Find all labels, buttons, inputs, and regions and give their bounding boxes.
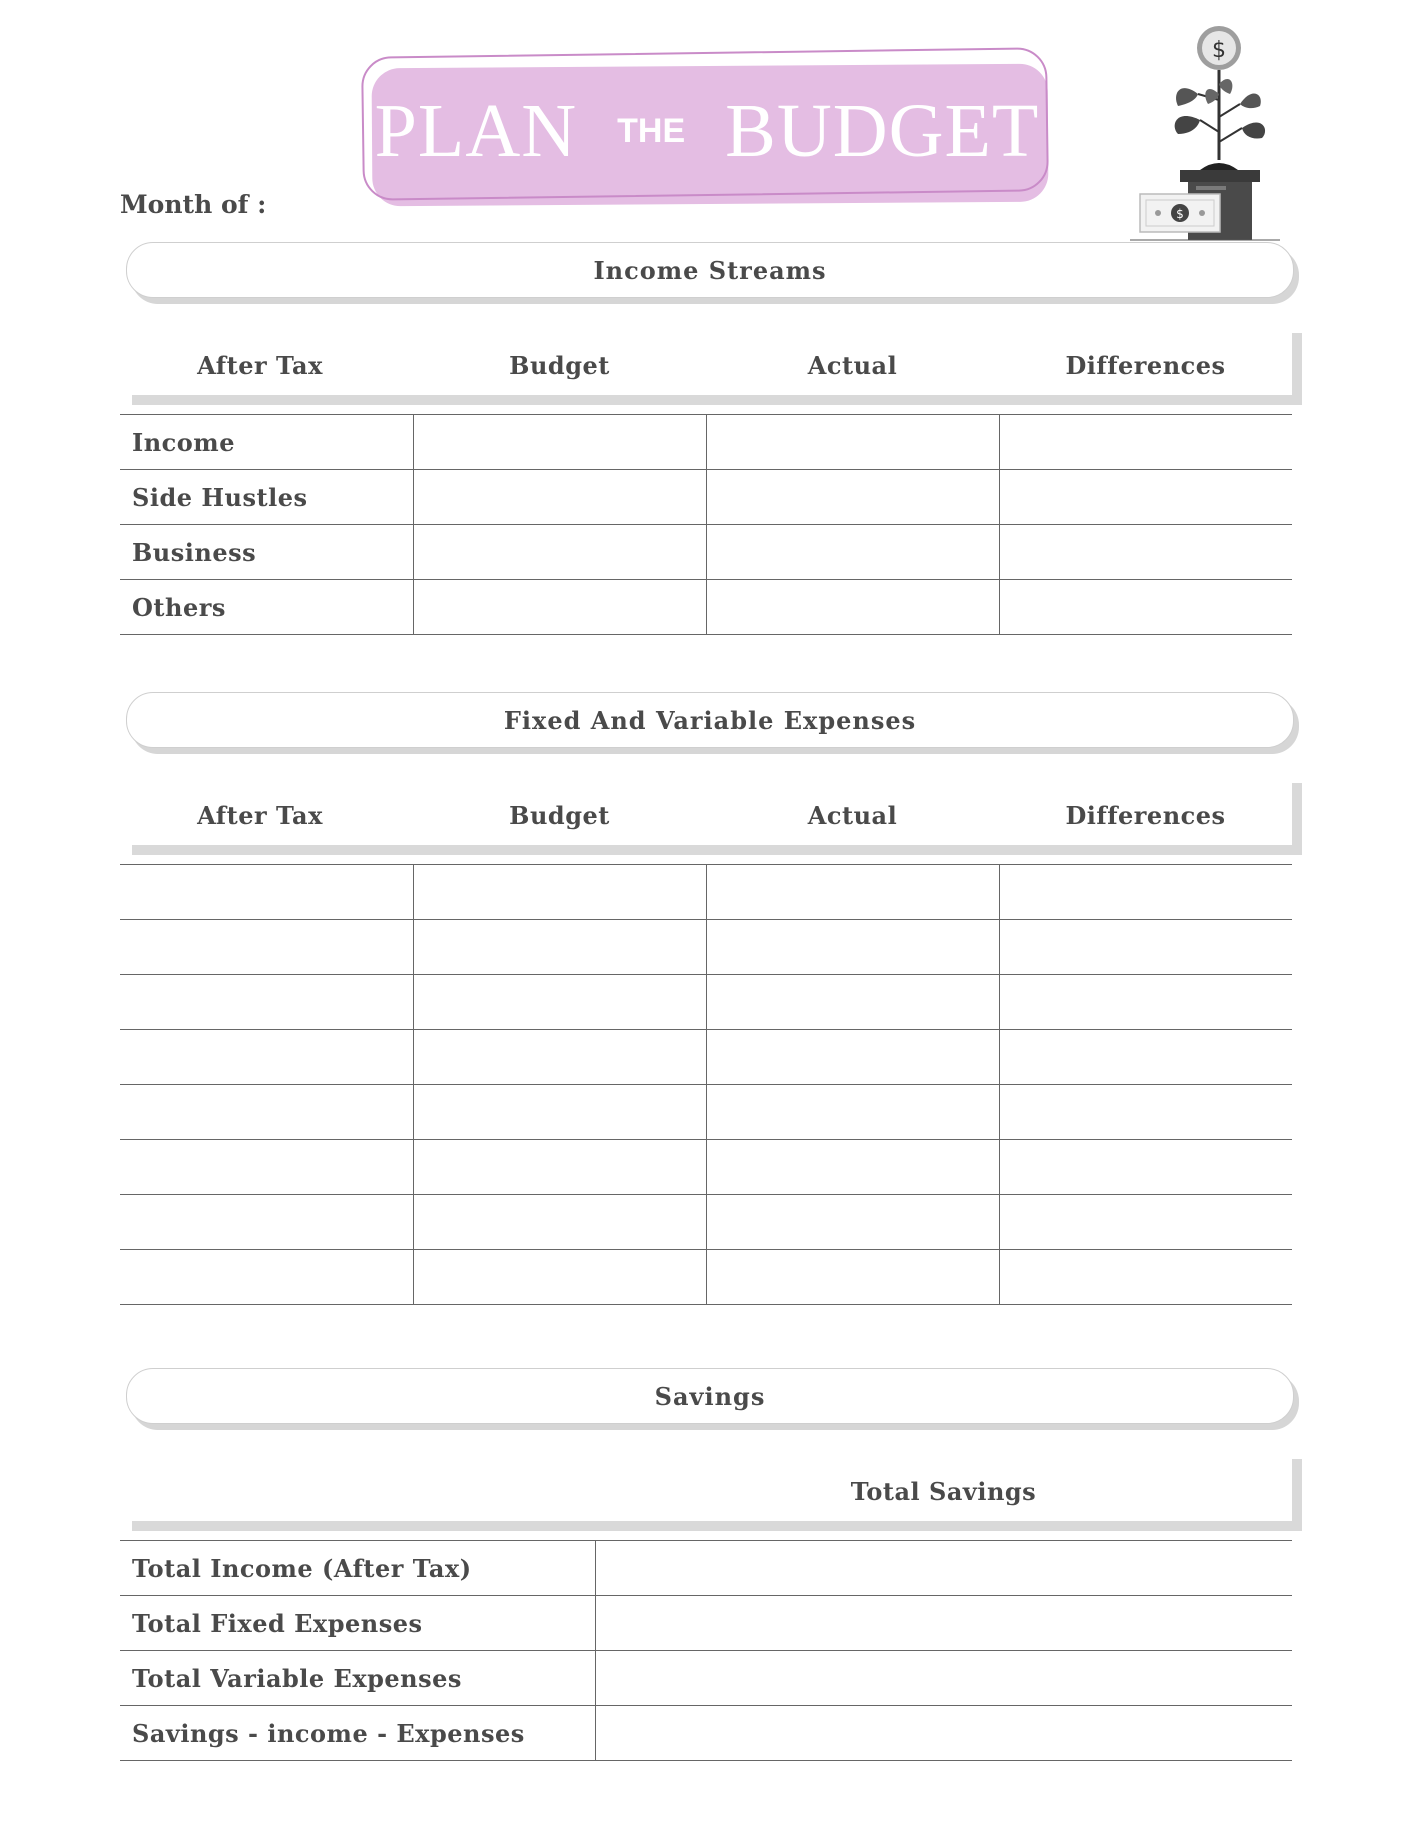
column-differences: Differences [1065, 350, 1226, 380]
column-after-tax: After Tax [197, 800, 323, 830]
row-label-business: Business [120, 525, 413, 580]
row-label-others: Others [120, 580, 413, 635]
differences-cell[interactable] [999, 415, 1292, 470]
column-budget: Budget [509, 800, 610, 830]
actual-cell[interactable] [706, 1250, 999, 1305]
actual-cell[interactable] [706, 1140, 999, 1195]
budget-cell[interactable] [413, 470, 706, 525]
total-savings-cell[interactable] [595, 1706, 1292, 1761]
differences-cell[interactable] [999, 975, 1292, 1030]
column-after-tax: After Tax [197, 350, 323, 380]
table-row [120, 1085, 1292, 1140]
actual-cell[interactable] [706, 415, 999, 470]
title-word-the: THE [617, 111, 686, 150]
actual-cell[interactable] [706, 580, 999, 635]
table-row [120, 1030, 1292, 1085]
after-tax-cell[interactable] [120, 975, 413, 1030]
budget-cell[interactable] [413, 1195, 706, 1250]
table-row [120, 1596, 1292, 1651]
differences-cell[interactable] [999, 1195, 1292, 1250]
dollar-bill-icon [1140, 194, 1220, 232]
budget-cell[interactable] [413, 525, 706, 580]
title-word-plan: PLAN [374, 88, 578, 173]
row-label-savings-formula: Savings - income - Expenses [120, 1706, 595, 1761]
income-column-header [120, 333, 1292, 397]
column-actual: Actual [807, 800, 898, 830]
savings-table [120, 1540, 1292, 1761]
after-tax-cell[interactable] [120, 920, 413, 975]
after-tax-cell[interactable] [120, 1140, 413, 1195]
budget-cell[interactable] [413, 920, 706, 975]
differences-cell[interactable] [999, 1030, 1292, 1085]
dollar-coin-icon [1197, 26, 1241, 70]
column-actual: Actual [807, 350, 898, 380]
actual-cell[interactable] [706, 865, 999, 920]
column-header-shadow [1292, 333, 1302, 405]
after-tax-cell[interactable] [120, 1030, 413, 1085]
column-differences: Differences [1065, 800, 1226, 830]
after-tax-cell[interactable] [120, 865, 413, 920]
row-label-total-variable-expenses: Total Variable Expenses [120, 1651, 595, 1706]
budget-cell[interactable] [413, 1140, 706, 1195]
column-budget: Budget [509, 350, 610, 380]
column-header-shadow [1292, 783, 1302, 855]
differences-cell[interactable] [999, 580, 1292, 635]
differences-cell[interactable] [999, 1085, 1292, 1140]
differences-cell[interactable] [999, 470, 1292, 525]
table-row [120, 865, 1292, 920]
svg-text:$: $ [1176, 207, 1184, 221]
table-row [120, 1706, 1292, 1761]
expenses-column-header [120, 783, 1292, 847]
differences-cell[interactable] [999, 1250, 1292, 1305]
budget-cell[interactable] [413, 580, 706, 635]
expenses-header: Fixed And Variable Expenses [126, 692, 1294, 748]
budget-cell[interactable] [413, 865, 706, 920]
total-savings-cell[interactable] [595, 1596, 1292, 1651]
table-row [120, 1140, 1292, 1195]
actual-cell[interactable] [706, 920, 999, 975]
column-total-savings: Total Savings [850, 1476, 1037, 1506]
budget-cell[interactable] [413, 1085, 706, 1140]
total-savings-cell[interactable] [595, 1541, 1292, 1596]
actual-cell[interactable] [706, 975, 999, 1030]
table-row [120, 415, 1292, 470]
table-row [120, 525, 1292, 580]
savings-header: Savings [126, 1368, 1294, 1424]
actual-cell[interactable] [706, 1085, 999, 1140]
after-tax-cell[interactable] [120, 1250, 413, 1305]
differences-cell[interactable] [999, 865, 1292, 920]
page-title [362, 66, 1052, 196]
table-row [120, 470, 1292, 525]
month-of-label: Month of : [120, 190, 267, 219]
row-label-total-fixed-expenses: Total Fixed Expenses [120, 1596, 595, 1651]
table-row [120, 1651, 1292, 1706]
table-row [120, 975, 1292, 1030]
differences-cell[interactable] [999, 1140, 1292, 1195]
table-row [120, 580, 1292, 635]
title-word-budget: BUDGET [725, 88, 1040, 173]
after-tax-cell[interactable] [120, 1195, 413, 1250]
budget-cell[interactable] [413, 415, 706, 470]
actual-cell[interactable] [706, 525, 999, 580]
table-row [120, 1250, 1292, 1305]
table-row [120, 1195, 1292, 1250]
expenses-table [120, 864, 1292, 1305]
income-streams-header: Income Streams [126, 242, 1294, 298]
budget-cell[interactable] [413, 975, 706, 1030]
total-savings-cell[interactable] [595, 1651, 1292, 1706]
actual-cell[interactable] [706, 470, 999, 525]
after-tax-cell[interactable] [120, 1085, 413, 1140]
column-header-shadow [1292, 1459, 1302, 1531]
row-label-income: Income [120, 415, 413, 470]
row-label-total-income: Total Income (After Tax) [120, 1541, 595, 1596]
savings-column-header [120, 1459, 1292, 1523]
differences-cell[interactable] [999, 920, 1292, 975]
actual-cell[interactable] [706, 1195, 999, 1250]
table-row [120, 1541, 1292, 1596]
row-label-side-hustles: Side Hustles [120, 470, 413, 525]
table-row [120, 920, 1292, 975]
money-plant-icon [1130, 22, 1280, 244]
budget-cell[interactable] [413, 1250, 706, 1305]
differences-cell[interactable] [999, 525, 1292, 580]
actual-cell[interactable] [706, 1030, 999, 1085]
svg-text:$: $ [1212, 38, 1226, 63]
income-table [120, 414, 1292, 635]
budget-cell[interactable] [413, 1030, 706, 1085]
